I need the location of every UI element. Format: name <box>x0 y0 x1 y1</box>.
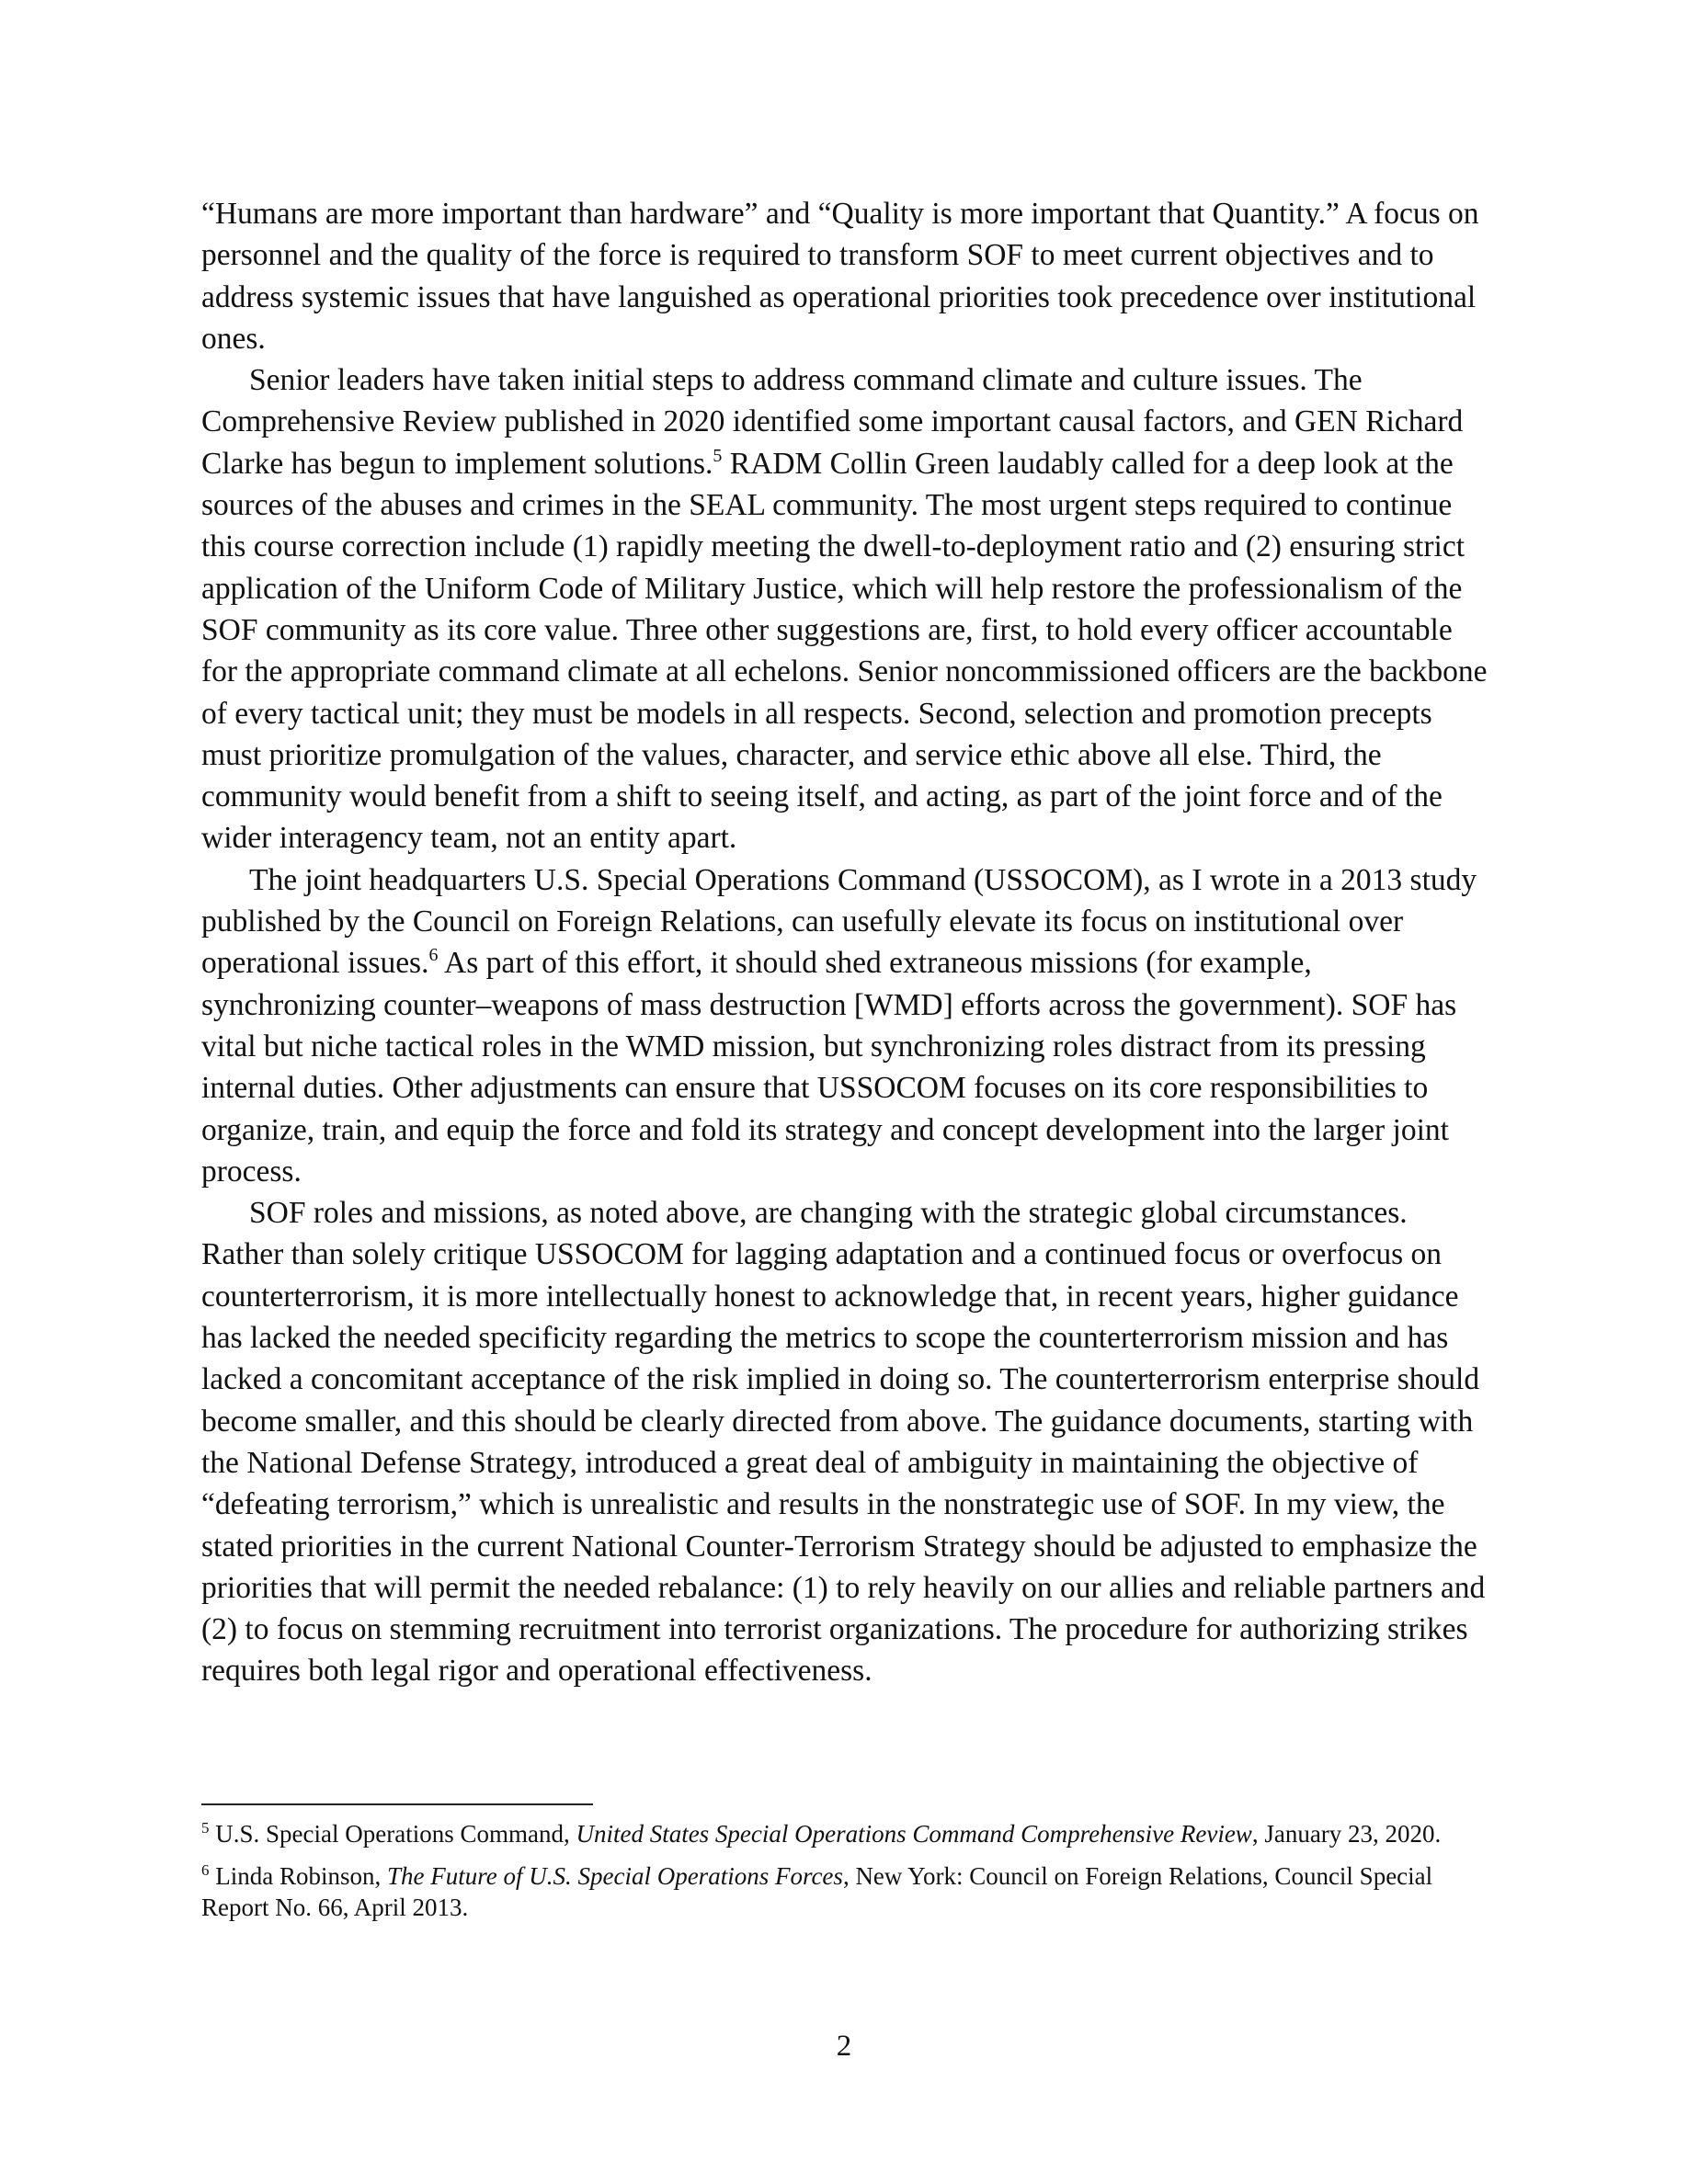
footnote-separator <box>201 1803 593 1805</box>
paragraph-text: The joint headquarters U.S. Special Operations Command (USSOCOM), as I wrote in a 2013 study published by the Council on Foreign Relations, can usefully elevate its focus on institutional over operational issues. <box>201 862 1477 981</box>
body-paragraph <box>201 1192 1488 1692</box>
body-paragraph <box>201 359 1488 859</box>
footnote-number: 5 <box>201 1819 210 1837</box>
footnote-text: , New York: Council on Foreign Relations, Council Special Report No. 66, April 2013. <box>201 1862 1433 1921</box>
body-paragraph <box>201 859 1488 1192</box>
page-number: 2 <box>836 2030 852 2063</box>
footnote-reference: 5 <box>713 445 723 466</box>
footnote-6 <box>201 1860 1488 1923</box>
footnote-list <box>201 1818 1488 1934</box>
document-body <box>201 193 1488 1692</box>
footnote-text: , January 23, 2020. <box>1251 1820 1442 1848</box>
paragraph-text: As part of this effort, it should shed extraneous missions (for example, synchronizing counter–weapons of mass destruction [WMD] efforts across the government). SOF has vital but niche tactical roles in the WMD mission, but synchronizing roles distract from its pressing internal duties. Other adjustments can ensure that USSOCOM focuses on its core responsibilities to organize, train, and equip the force and fold its strategy and concept development into the larger joint process. <box>201 946 1457 1189</box>
paragraph-text: Senior leaders have taken initial steps to address command climate and culture issues. The Comprehensive Review published in 2020 identified some important causal factors, and GEN Richard Clarke has begun to implement solutions. <box>201 363 1464 481</box>
body-paragraph <box>201 193 1488 359</box>
footnote-title: The Future of U.S. Special Operations Forces <box>387 1862 843 1890</box>
footnote-reference: 6 <box>428 945 439 966</box>
paragraph-list <box>201 193 1488 1692</box>
footnote-number: 6 <box>201 1861 210 1879</box>
footnote-text: Linda Robinson, <box>209 1862 387 1890</box>
paragraph-text: SOF roles and missions, as noted above, are changing with the strategic global circumstances. Rather than solely critique USSOCOM for lagging adaptation and a continued focus or overfocus on counterterrorism, it is more intellectually honest to acknowledge that, in recent years, higher guidance has lacked the needed specificity regarding the metrics to scope the counterterrorism mission and has lacked a concomitant acceptance of the risk implied in doing so. The counterterrorism enterprise should become smaller, and this should be clearly directed from above. The guidance documents, starting with the National Defense Strategy, introduced a great deal of ambiguity in maintaining the objective of “defeating terrorism,” which is unrealistic and results in the nonstrategic use of SOF. In my view, the stated priorities in the current National Counter-Terrorism Strategy should be adjusted to emphasize the priorities that will permit the needed rebalance: (1) to rely heavily on our allies and reliable partners and (2) to focus on stemming recruitment into terrorist organizations. The procedure for authorizing strikes requires both legal rigor and operational effectiveness. <box>201 1196 1486 1689</box>
footnote-text: U.S. Special Operations Command, <box>209 1820 576 1848</box>
paragraph-text: “Humans are more important than hardware” and “Quality is more important that Quantity.” A focus on personnel and the quality of the force is required to transform SOF to meet current objectives and to address systemic issues that have languished as operational priorities took precedence over institutional ones. <box>201 197 1479 356</box>
footnote-title: United States Special Operations Command Comprehensive Review <box>576 1820 1252 1848</box>
footnote-5 <box>201 1818 1488 1849</box>
paragraph-text: RADM Collin Green laudably called for a deep look at the sources of the abuses and crimes in the SEAL community. The most urgent steps required to continue this course correction include (1) rapidly meeting the dwell-to-deployment ratio and (2) ensuring strict application of the Uniform Code of Military Justice, which will help restore the professionalism of the SOF community as its core value. Three other suggestions are, first, to hold every officer accountable for the appropriate command climate at all echelons. Senior noncommissioned officers are the backbone of every tactical unit; they must be models in all respects. Second, selection and promotion precepts must prioritize promulgation of the values, character, and service ethic above all else. Third, the community would benefit from a shift to seeing itself, and acting, as part of the joint force and of the wider interagency team, not an entity apart. <box>201 446 1488 856</box>
